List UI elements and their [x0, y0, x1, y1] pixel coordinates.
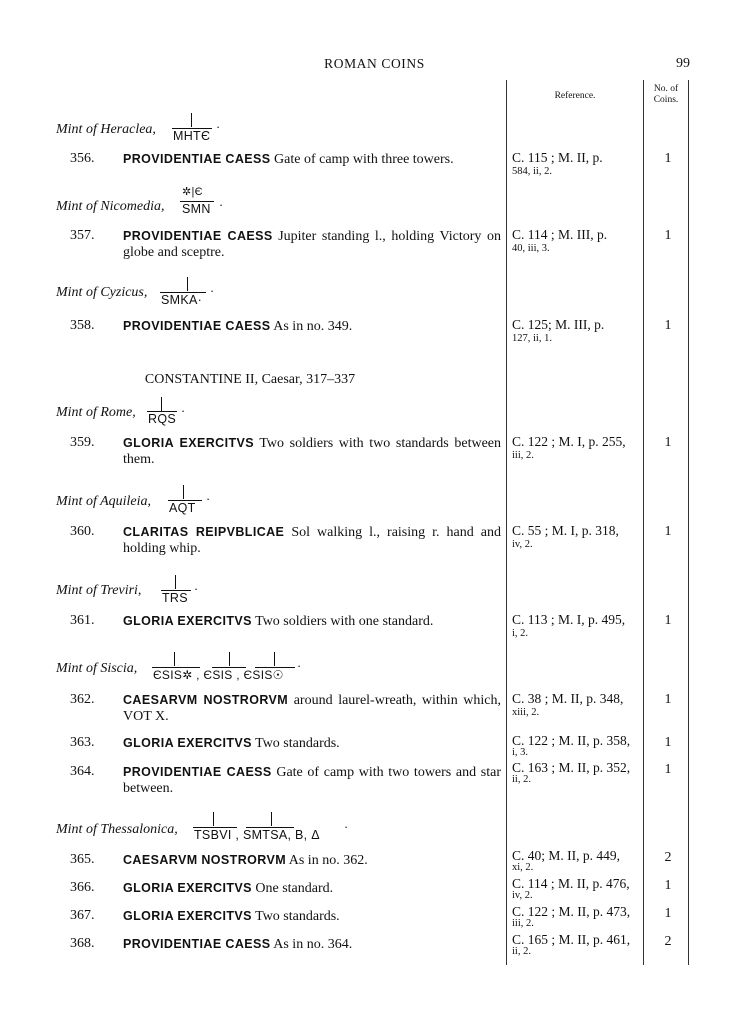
coin-legend: PROVIDENTIAE CAESS [123, 152, 271, 166]
entry-reference [512, 318, 640, 346]
mintmark: SMKA· [161, 293, 203, 307]
coin-count: 1 [664, 735, 672, 750]
entry-number: 368. [70, 936, 95, 951]
coin-legend: PROVIDENTIAE CAESS [123, 937, 271, 951]
coin-legend: PROVIDENTIAE CAESS [123, 229, 273, 243]
entry-description [123, 852, 501, 869]
mint-label: Mint of Cyzicus, [56, 285, 148, 300]
mintmark-field-stroke [161, 397, 162, 411]
reference-line1: C. 113 ; M. I, p. 495, [512, 612, 626, 627]
entry-description [123, 908, 501, 925]
coin-count: 1 [664, 906, 672, 921]
coin-count: 2 [664, 850, 672, 865]
coin-type: Gate of camp with three towers. [274, 152, 454, 167]
coin-legend: GLORIA EXERCITVS [123, 736, 252, 750]
coin-legend: CAESARVM NOSTRORVM [123, 693, 289, 707]
mint-heading [56, 199, 165, 215]
reference-line1: C. 165 ; M. II, p. 461, [512, 932, 631, 947]
entry-description [123, 524, 501, 557]
mintmark-field-stroke [187, 277, 188, 291]
entry-reference [512, 524, 640, 552]
mintmark-field-stroke [183, 485, 184, 499]
coin-type: Jupiter standing l., holding Victory on globe and sceptre. [123, 229, 501, 260]
coin-legend: GLORIA EXERCITVS [123, 909, 252, 923]
reference-line1: C. 122 ; M. II, p. 358, [512, 733, 631, 748]
mint-heading [56, 405, 136, 421]
entry-description [123, 613, 501, 630]
entry-reference [512, 151, 640, 179]
reference-line1: C. 125; M. III, p. [512, 317, 605, 332]
mintmark: TSBVI , SMTSA, B, Δ [194, 828, 320, 842]
mint-heading [56, 661, 137, 677]
mint-label: Mint of Aquileia, [56, 494, 152, 509]
reference-line1: C. 163 ; M. II, p. 352, [512, 760, 631, 775]
reference-line2: iii, 2. [512, 450, 534, 461]
entry-description [123, 880, 501, 897]
entry-number: 365. [70, 852, 95, 867]
coins-column-header [645, 84, 687, 106]
mintmark: ЄSIS✲ , ЄSIS , ЄSIS☉ [153, 668, 284, 682]
reference-line2: i, 3. [512, 747, 529, 758]
coin-count: 1 [664, 435, 672, 450]
coin-type: around laurel-wreath, within which, VOT X. [123, 693, 501, 724]
entry-reference [512, 692, 640, 720]
reference-line2: iv, 2. [512, 539, 533, 550]
section-heading: CONSTANTINE II, Caesar, 317–337 [144, 372, 356, 387]
coin-legend: CLARITAS REIPVBLICAE [123, 525, 285, 539]
mintmark-field-stroke [175, 575, 176, 589]
mintmark-dot: · [297, 659, 302, 673]
mintmark-field: ✲|Є [182, 186, 203, 198]
coin-type: Two standards. [255, 736, 340, 751]
coin-type: Two soldiers with one standard. [255, 614, 434, 629]
mint-label: Mint of Rome, [56, 405, 136, 420]
coin-legend: GLORIA EXERCITVS [123, 881, 252, 895]
coin-type: As in no. 364. [273, 937, 353, 952]
reference-line1: C. 40; M. II, p. 449, [512, 848, 620, 863]
reference-line2: ii, 2. [512, 774, 531, 785]
coin-count: 2 [664, 934, 672, 949]
column-rule-right [688, 80, 689, 965]
entry-description [123, 936, 501, 953]
mintmark-dot: · [210, 284, 215, 298]
mintmark-field-stroke [271, 812, 272, 826]
reference-line2: i, 2. [512, 628, 529, 639]
mintmark: AQT [169, 501, 196, 515]
entry-description [123, 735, 501, 752]
entry-reference [512, 850, 640, 874]
entry-number: 364. [70, 764, 95, 779]
mint-heading [56, 583, 141, 599]
reference-line1: C. 114 ; M. II, p. 476, [512, 876, 630, 891]
entry-number: 360. [70, 524, 95, 539]
mintmark: SMN [182, 202, 211, 216]
mintmark-field-stroke [213, 812, 214, 826]
entry-reference [512, 878, 640, 902]
reference-line1: C. 55 ; M. I, p. 318, [512, 523, 619, 538]
mintmark: TRS [162, 591, 188, 605]
entry-number: 358. [70, 318, 95, 333]
column-rule-middle [643, 80, 644, 965]
entry-number: 359. [70, 435, 95, 450]
mint-heading [56, 822, 178, 838]
coin-count: 1 [664, 318, 672, 333]
mintmark-dot: · [194, 582, 199, 596]
coins-header-line2: Coins. [653, 95, 679, 105]
entry-reference [512, 762, 640, 786]
entry-number: 362. [70, 692, 95, 707]
coin-type: One standard. [255, 881, 334, 896]
entry-reference [512, 906, 640, 930]
reference-line2: 127, ii, 1. [512, 333, 552, 344]
mintmark-field-stroke [174, 652, 175, 666]
mint-label: Mint of Thessalonica, [56, 822, 178, 837]
mintmark-field-stroke [274, 652, 275, 666]
reference-line2: 584, ii, 2. [512, 166, 552, 177]
reference-line1: C. 38 ; M. II, p. 348, [512, 691, 624, 706]
entry-reference [512, 735, 640, 759]
coin-type: Two soldiers with two standards between them. [123, 436, 502, 467]
page-number: 99 [676, 56, 690, 71]
mintmark-dot: · [206, 492, 211, 506]
reference-line2: iii, 2. [512, 918, 534, 929]
entry-number: 363. [70, 735, 95, 750]
coin-type: As in no. 362. [288, 853, 368, 868]
mintmark-field-stroke [191, 113, 192, 127]
running-head: ROMAN COINS [324, 56, 425, 71]
entry-reference [512, 613, 640, 641]
mint-label: Mint of Siscia, [56, 661, 138, 676]
entry-reference [512, 228, 640, 256]
coin-type: Sol walking l., raising r. hand and holding whip. [123, 525, 501, 556]
column-rule-left [506, 80, 507, 965]
entry-number: 361. [70, 613, 95, 628]
coin-count: 1 [664, 228, 672, 243]
entry-number: 357. [70, 228, 95, 243]
coin-count: 1 [664, 692, 672, 707]
entry-reference [512, 435, 640, 463]
entry-description [123, 764, 501, 797]
mintmark-dot: · [216, 120, 221, 134]
reference-line1: C. 115 ; M. II, p. [512, 150, 603, 165]
mint-label: Mint of Heraclea, [56, 122, 156, 137]
mint-label: Mint of Nicomedia, [56, 199, 165, 214]
coin-legend: PROVIDENTIAE CAESS [123, 319, 271, 333]
reference-line2: ii, 2. [512, 946, 531, 957]
coin-type: As in no. 349. [273, 319, 353, 334]
mintmark: MHTЄ [173, 129, 211, 143]
reference-line1: C. 114 ; M. III, p. [512, 227, 608, 242]
mintmark: RQS [148, 412, 176, 426]
mintmark-dot: · [181, 404, 186, 418]
coin-legend: PROVIDENTIAE CAESS [123, 765, 272, 779]
coin-type: Two standards. [255, 909, 340, 924]
reference-line2: 40, iii, 3. [512, 243, 550, 254]
coin-count: 1 [664, 524, 672, 539]
mintmark-field-stroke [229, 652, 230, 666]
entry-number: 367. [70, 908, 95, 923]
coin-count: 1 [664, 613, 672, 628]
reference-line2: xiii, 2. [512, 707, 540, 718]
coins-header-line1: No. of [653, 84, 679, 94]
mint-heading [56, 285, 147, 301]
coin-legend: GLORIA EXERCITVS [123, 436, 254, 450]
mintmark-dot: · [344, 820, 349, 834]
coin-count: 1 [664, 151, 672, 166]
mint-label: Mint of Treviri, [56, 583, 142, 598]
entry-number: 356. [70, 151, 95, 166]
coin-legend: CAESARVM NOSTRORVM [123, 853, 287, 867]
coin-type: Gate of camp with two towers and star between. [123, 765, 501, 796]
reference-column-header: Reference. [554, 91, 596, 101]
mintmark-dot: · [219, 198, 224, 212]
coin-legend: GLORIA EXERCITVS [123, 614, 252, 628]
entry-description [123, 228, 501, 261]
reference-line2: xi, 2. [512, 862, 534, 873]
mint-heading [56, 494, 151, 510]
entry-description [123, 318, 501, 335]
coin-count: 1 [664, 762, 672, 777]
entry-description [123, 151, 501, 168]
entry-description [123, 692, 501, 725]
coin-count: 1 [664, 878, 672, 893]
reference-line2: iv, 2. [512, 890, 533, 901]
reference-line1: C. 122 ; M. II, p. 473, [512, 904, 631, 919]
mint-heading [56, 122, 156, 138]
entry-reference [512, 934, 640, 958]
reference-line1: C. 122 ; M. I, p. 255, [512, 434, 626, 449]
entry-description [123, 435, 501, 468]
entry-number: 366. [70, 880, 95, 895]
